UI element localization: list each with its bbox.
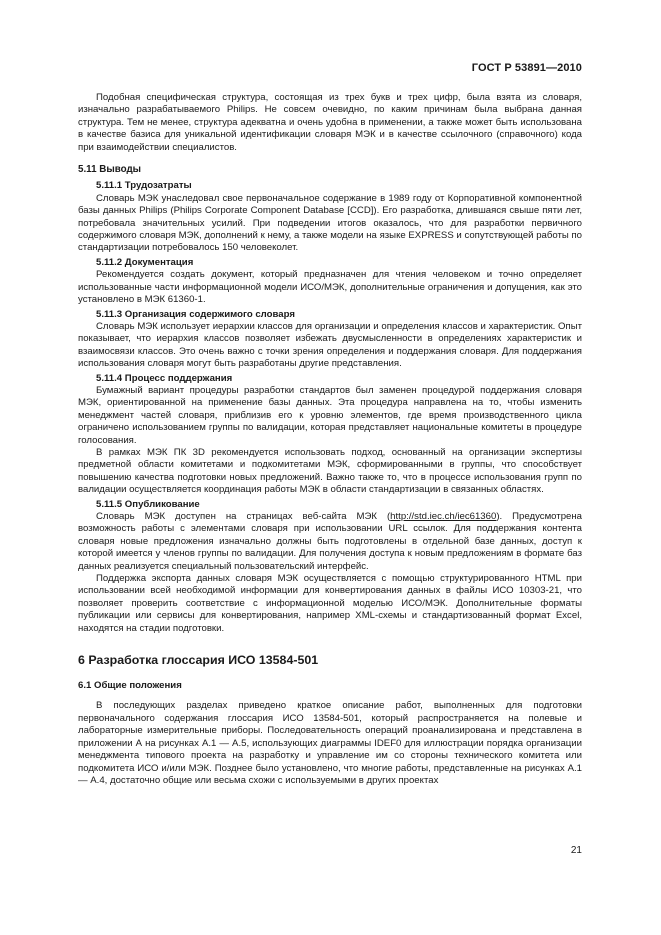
intro-paragraph: Подобная специфическая структура, состоящая из трех букв и трех цифр, была взята из словаря, изначально разрабатываемого Philips. Не совсем очевидно, по каким причинам была выбрана данная структура. Тем не менее, структура адекватна и очень удобна в применении, а также может быть использована в качестве базиса для уникальной идентификации словаря МЭК и в качестве ссылочного (справочного) кода при взаимодействии специалистов.: [78, 92, 582, 153]
page-number: 21: [570, 845, 582, 856]
section-5-11-4-paragraph-1: Бумажный вариант процедуры разработки стандартов был заменен процедурой поддержания словаря МЭК, ориентированной на применение базы данных. Эта процедура направлена на то, чтобы изменить менеджмент частей словаря, приблизив его к уровню элементов, где время производственного цикла ограничено использованием группы по валидации, которая представляет национальные комитеты в процедуре голосования.: [78, 384, 582, 446]
section-5-11-3-heading: 5.11.3 Организация содержимого словаря: [96, 308, 295, 320]
iec-website-link[interactable]: http://std.iec.ch/iec61360: [390, 511, 497, 522]
publication-text-start: Словарь МЭК доступен на страницах веб-сайта МЭК (: [96, 511, 391, 522]
section-5-11-5-paragraph-2: Поддержка экспорта данных словаря МЭК осуществляется с помощью структурированного HTML при использовании всей необходимой информации для конвертирования данных в файлы ИСО 10303-21, что позволяет проверить соответствие с информационной моделью ИСО/МЭК. Дополнительные форматы публикации или сервисы для конвертирования, например XML-схемы и стандартизованный формат Excel, находятся на стадии подготовки.: [78, 573, 582, 634]
section-5-11-4-paragraph-2: В рамках МЭК ПК 3D рекомендуется использовать подход, основанный на организации экспертизы предметной области комитетами и подкомитетами МЭК, сформированными в группы, что способствует повышению качества подготовки новых предложений. Важно также то, что в процессе использования групп по валидации осуществляется координация работы МЭК в области стандартизации в связанных областях.: [78, 446, 582, 496]
section-5-11-5-paragraph-1: [78, 511, 582, 573]
section-5-11-4-heading: 5.11.4 Процесс поддержания: [96, 372, 233, 384]
section-6-1-heading: 6.1 Общие положения: [78, 680, 182, 692]
section-5-11-1-text: Словарь МЭК унаследовал свое первоначальное содержание в 1989 году от Корпоративной компонентной базы данных Philips (Philips Corporate Component Database [CCD]). Его разработка, длившаяся свыше пяти лет, потребовала значительных усилий. При подведении итогов оказалось, что для разработки первичного содержимого словаря МЭК, дополнений к нему, а также модели на языке EXPRESS и сопутствующей работы по стандартизации потребовалось 150 человеколет.: [78, 192, 582, 254]
section-5-11-1-heading: 5.11.1 Трудозатраты: [96, 180, 192, 192]
document-code: ГОСТ Р 53891—2010: [471, 62, 582, 74]
section-6-1-text: В последующих разделах приведено краткое описание работ, выполненных для подготовки первоначального содержания глоссария ИСО 13584-501, который распространяется на полевые и лабораторные измерительные приборы. Последовательность операций проанализирована и представлена в приложении А на рисунках А.1 — А.5, использующих диаграммы IDEF0 для иллюстрации порядка организации менеджмента типового проекта на разработку и управление им со стороны технического комитета или подкомитета ИСО и/или МЭК. Позднее было установлено, что многие работы, представленные на рисунках А.1 — А.4, достаточно общие или весьма схожи с используемыми в других проектах: [78, 700, 582, 786]
section-5-11-heading: 5.11 Выводы: [78, 164, 142, 176]
section-5-11-3-text: Словарь МЭК использует иерархии классов для организации и определения классов и характеристик. Опыт показывает, что иерархия классов позволяет избежать двусмысленности в определениях характеристик и взаимосвязи классов. Это очень важно с точки зрения определения и поддержания словаря. Для поддержания использования словаря могут быть разработаны другие представления.: [78, 320, 582, 370]
publication-text-end: ). Предусмотрена возможность работы с элементами словаря при использовании URL ссылок. Для поддержания контента словаря новые предложения изначально должны быть подготовлены в отдельной базе данных, доступ к которой имеется у членов группы по валидации. Для получения доступа к новым предложениям в формате баз данных реализуется специальный пользовательский интерфейс.: [78, 511, 582, 572]
section-5-11-5-heading: 5.11.5 Опубликование: [96, 498, 200, 510]
page-body: [78, 92, 582, 787]
section-6-heading: 6 Разработка глоссария ИСО 13584-501: [78, 653, 319, 668]
section-5-11-2-heading: 5.11.2 Документация: [96, 256, 194, 268]
section-5-11-2-text: Рекомендуется создать документ, который предназначен для чтения человеком и точно определяет использованные части информационной модели ИСО/МЭК, дополнительные ограничения и допущения, как это установлено в МЭК 61360-1.: [78, 269, 582, 306]
